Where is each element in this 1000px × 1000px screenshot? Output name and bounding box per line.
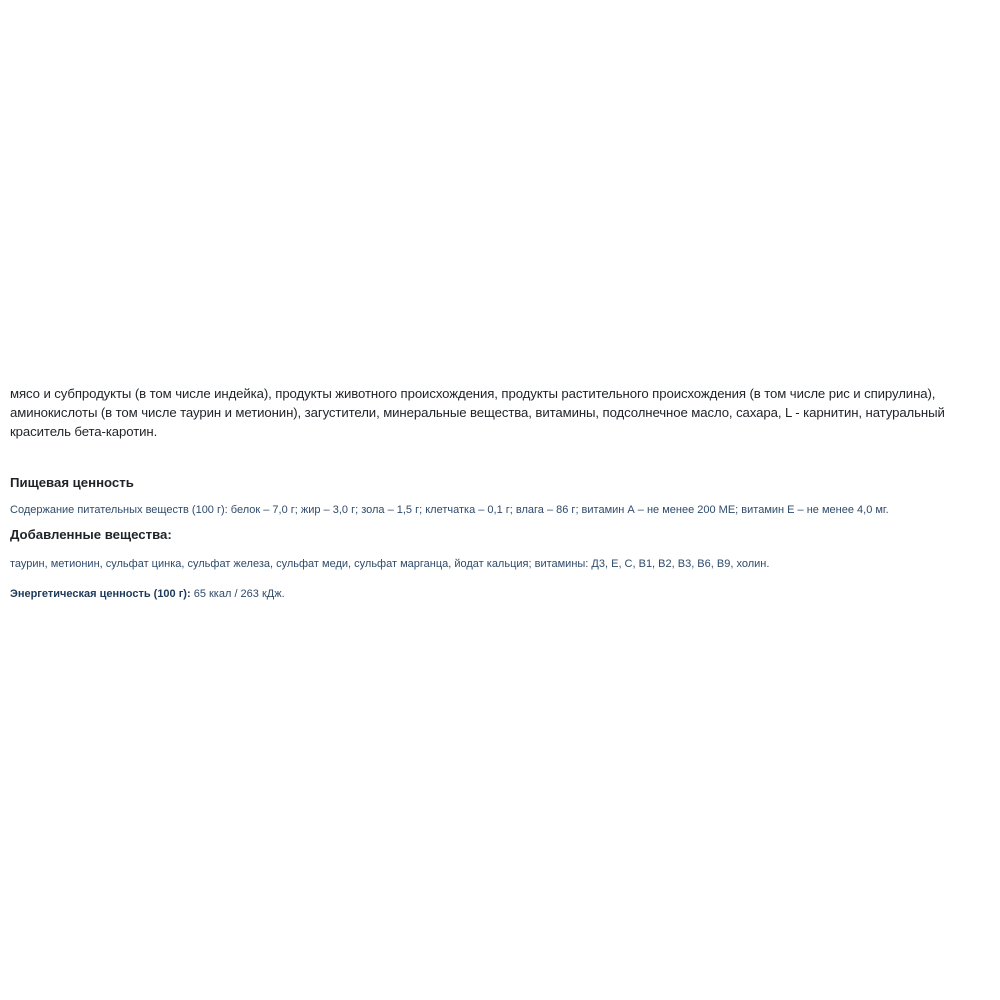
product-description <box>10 384 995 602</box>
added-substances-text: таурин, метионин, сульфат цинка, сульфат железа, сульфат меди, сульфат марганца, йодат кальция; витамины: Д3, Е, С, В1, В2, В3, В6, В9, холин. <box>10 558 770 570</box>
nutrition-title: Пищевая ценность <box>10 475 134 490</box>
composition-text: мясо и субпродукты (в том числе индейка), продукты животного происхождения, продукты растительного происхождения (в том числе рис и спирулина), аминокислоты (в том числе таурин и метионин), загустители, минеральные вещества, витамины, подсолнечное масло, сахара, L - карнитин, натуральный краситель бета-каротин. <box>10 386 945 439</box>
added-substances-title: Добавленные вещества: <box>10 527 172 542</box>
energy-label: Энергетическая ценность (100 г): <box>10 588 191 600</box>
energy-value: 65 ккал / 263 кДж. <box>190 588 285 600</box>
nutrition-text: Содержание питательных веществ (100 г): белок – 7,0 г; жир – 3,0 г; зола – 1,5 г; клетчатка – 0,1 г; влага – 86 г; витамин А – не менее 200 МЕ; витамин Е – не менее 4,0 мг. <box>10 504 889 516</box>
energy-value-line <box>10 586 995 602</box>
